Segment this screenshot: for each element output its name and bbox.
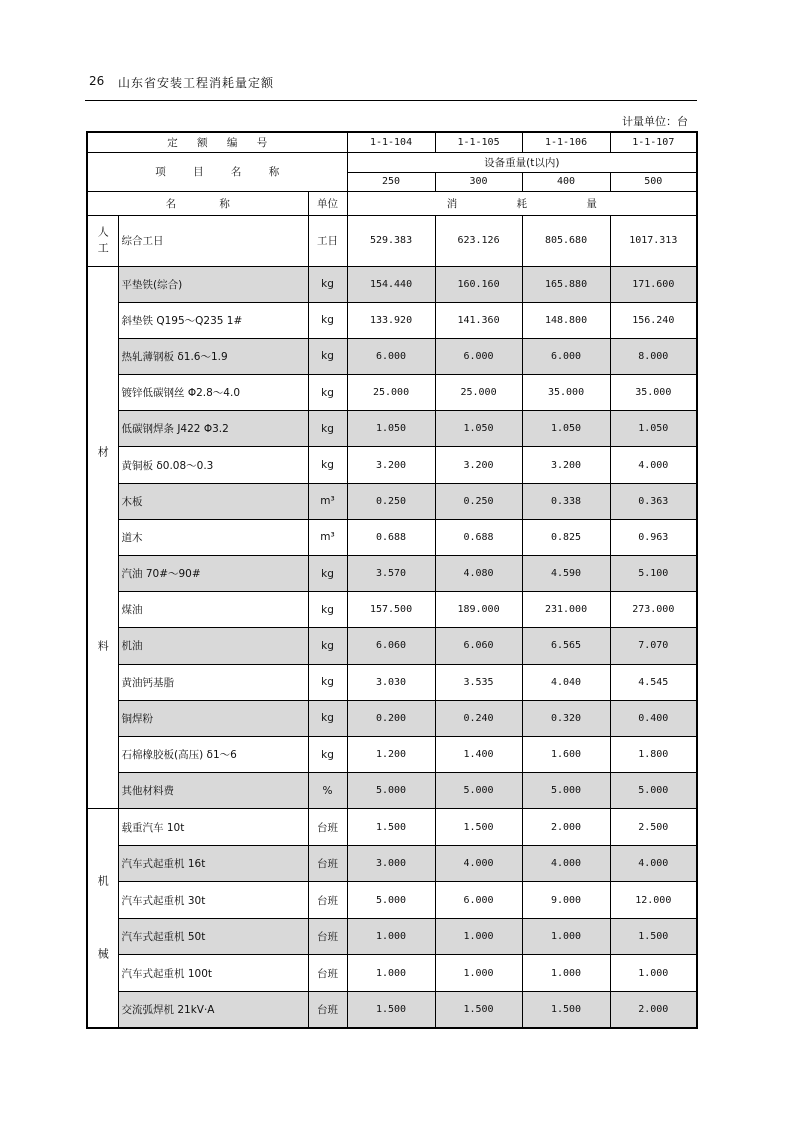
consumption-value: 273.000 — [610, 592, 697, 628]
item-unit: % — [308, 773, 347, 809]
item-name: 汽车式起重机 30t — [118, 882, 308, 919]
consumption-value: 157.500 — [347, 592, 435, 628]
consumption-value: 6.000 — [435, 338, 522, 374]
consumption-value: 165.880 — [522, 266, 610, 302]
consumption-value: 12.000 — [610, 882, 697, 919]
consumption-value: 4.080 — [435, 556, 522, 592]
item-unit: 台班 — [308, 845, 347, 882]
category-cell — [87, 215, 118, 266]
consumption-value: 0.363 — [610, 483, 697, 519]
table-row — [87, 302, 697, 338]
table-row — [87, 266, 697, 302]
item-name: 煤油 — [118, 592, 308, 628]
consumption-value: 2.000 — [522, 809, 610, 846]
item-name: 黄铜板 δ0.08～0.3 — [118, 447, 308, 483]
consumption-value: 0.338 — [522, 483, 610, 519]
item-unit: kg — [308, 266, 347, 302]
consumption-value: 0.320 — [522, 700, 610, 736]
table-row — [87, 628, 697, 664]
item-name: 道木 — [118, 519, 308, 555]
category-label: 机械 — [96, 874, 110, 1021]
page-number: 26 — [89, 74, 105, 88]
consumption-value: 1.000 — [435, 918, 522, 955]
consumption-value: 0.250 — [347, 483, 435, 519]
consumption-value: 171.600 — [610, 266, 697, 302]
table-row — [87, 375, 697, 411]
category-cell — [87, 809, 118, 1028]
consumption-value: 1.500 — [435, 809, 522, 846]
item-unit: kg — [308, 338, 347, 374]
consumption-value: 529.383 — [347, 215, 435, 266]
unit-note: 计量单位：台 — [622, 115, 688, 128]
table-row — [87, 882, 697, 919]
consumption-value: 1.000 — [347, 918, 435, 955]
item-label: 项 目 名 称 — [87, 152, 347, 191]
item-unit: kg — [308, 447, 347, 483]
consumption-value: 4.000 — [610, 447, 697, 483]
table-row — [87, 215, 697, 266]
consumption-value: 3.570 — [347, 556, 435, 592]
consumption-value: 5.000 — [347, 882, 435, 919]
consumption-value: 6.000 — [347, 338, 435, 374]
item-name: 其他材料费 — [118, 773, 308, 809]
item-name: 机油 — [118, 628, 308, 664]
consumption-value: 5.000 — [522, 773, 610, 809]
table-row — [87, 338, 697, 374]
consumption-value: 0.825 — [522, 519, 610, 555]
quota-table — [86, 131, 698, 1029]
consumption-value: 1.500 — [522, 991, 610, 1028]
consumption-value: 6.060 — [435, 628, 522, 664]
consumption-value: 1.500 — [347, 809, 435, 846]
consumption-value: 2.500 — [610, 809, 697, 846]
item-row — [87, 152, 697, 172]
consumption-value: 3.200 — [435, 447, 522, 483]
consumption-value: 0.250 — [435, 483, 522, 519]
param-value: 300 — [435, 172, 522, 191]
consumption-value: 189.000 — [435, 592, 522, 628]
item-unit: kg — [308, 736, 347, 772]
item-unit: kg — [308, 628, 347, 664]
quota-code: 1-1-107 — [610, 132, 697, 152]
item-unit: m³ — [308, 483, 347, 519]
item-name: 交流弧焊机 21kV·A — [118, 991, 308, 1028]
consumption-value: 25.000 — [347, 375, 435, 411]
consumption-value: 4.545 — [610, 664, 697, 700]
table-row — [87, 918, 697, 955]
table-body — [87, 215, 697, 1028]
item-name: 载重汽车 10t — [118, 809, 308, 846]
param-label: 设备重量(t以内) — [347, 152, 697, 172]
table-row — [87, 809, 697, 846]
table-row — [87, 955, 697, 992]
consumption-value: 4.000 — [522, 845, 610, 882]
table-row — [87, 773, 697, 809]
consumption-value: 6.060 — [347, 628, 435, 664]
quota-code: 1-1-105 — [435, 132, 522, 152]
category-cell — [87, 266, 118, 835]
consumption-value: 1.600 — [522, 736, 610, 772]
consumption-value: 0.200 — [347, 700, 435, 736]
consumption-value: 5.000 — [435, 773, 522, 809]
consumption-value: 6.000 — [522, 338, 610, 374]
consumption-value: 160.160 — [435, 266, 522, 302]
consumption-value: 231.000 — [522, 592, 610, 628]
consumption-value: 1.000 — [522, 918, 610, 955]
consumption-value: 3.535 — [435, 664, 522, 700]
consumption-value: 1.050 — [435, 411, 522, 447]
item-name: 汽油 70#～90# — [118, 556, 308, 592]
item-unit: kg — [308, 556, 347, 592]
consumption-value: 154.440 — [347, 266, 435, 302]
consumption-value: 148.800 — [522, 302, 610, 338]
quota-code: 1-1-104 — [347, 132, 435, 152]
item-name: 平垫铁(综合) — [118, 266, 308, 302]
consumption-value: 0.240 — [435, 700, 522, 736]
consumption-value: 5.100 — [610, 556, 697, 592]
table-row — [87, 991, 697, 1028]
consumption-value: 1.000 — [435, 955, 522, 992]
item-unit: kg — [308, 664, 347, 700]
item-name: 热轧薄钢板 δ1.6～1.9 — [118, 338, 308, 374]
consumption-value: 3.200 — [347, 447, 435, 483]
consumption-value: 5.000 — [347, 773, 435, 809]
consumption-value: 1.500 — [610, 918, 697, 955]
item-name: 斜垫铁 Q195～Q235 1# — [118, 302, 308, 338]
item-name: 镀锌低碳钢丝 Φ2.8～4.0 — [118, 375, 308, 411]
item-unit: kg — [308, 411, 347, 447]
item-name: 铜焊粉 — [118, 700, 308, 736]
consumption-value: 3.030 — [347, 664, 435, 700]
consumption-value: 9.000 — [522, 882, 610, 919]
consumption-value: 0.688 — [435, 519, 522, 555]
item-unit: 台班 — [308, 955, 347, 992]
consumption-value: 1017.313 — [610, 215, 697, 266]
item-name: 汽车式起重机 100t — [118, 955, 308, 992]
consumption-value: 0.963 — [610, 519, 697, 555]
consumption-value: 4.000 — [435, 845, 522, 882]
consumption-value: 805.680 — [522, 215, 610, 266]
quota-code: 1-1-106 — [522, 132, 610, 152]
item-unit: kg — [308, 375, 347, 411]
item-unit: 工日 — [308, 215, 347, 266]
param-value: 500 — [610, 172, 697, 191]
item-name: 汽车式起重机 50t — [118, 918, 308, 955]
consumption-value: 35.000 — [522, 375, 610, 411]
unit-header: 单位 — [308, 191, 347, 215]
param-value: 400 — [522, 172, 610, 191]
column-header-row — [87, 191, 697, 215]
consumption-value: 623.126 — [435, 215, 522, 266]
param-value: 250 — [347, 172, 435, 191]
item-name: 综合工日 — [118, 215, 308, 266]
consumption-value: 35.000 — [610, 375, 697, 411]
consumption-value: 1.500 — [435, 991, 522, 1028]
book-title: 山东省安装工程消耗量定额 — [118, 76, 275, 90]
consumption-value: 6.565 — [522, 628, 610, 664]
consumption-value: 7.070 — [610, 628, 697, 664]
item-unit: m³ — [308, 519, 347, 555]
category-label: 材料 — [96, 446, 110, 835]
item-unit: 台班 — [308, 918, 347, 955]
quota-label: 定 额 编 号 — [87, 132, 347, 152]
item-name: 汽车式起重机 16t — [118, 845, 308, 882]
consumption-value: 6.000 — [435, 882, 522, 919]
consumption-value: 3.000 — [347, 845, 435, 882]
quota-code-row — [87, 132, 697, 152]
consumption-value: 141.360 — [435, 302, 522, 338]
consumption-value: 1.000 — [522, 955, 610, 992]
item-name: 低碳钢焊条 J422 Φ3.2 — [118, 411, 308, 447]
consumption-value: 5.000 — [610, 773, 697, 809]
category-label: 人工 — [96, 225, 110, 258]
consumption-value: 4.040 — [522, 664, 610, 700]
consumption-value: 1.000 — [347, 955, 435, 992]
consumption-value: 1.050 — [522, 411, 610, 447]
consumption-value: 1.400 — [435, 736, 522, 772]
table-row — [87, 519, 697, 555]
table-row — [87, 700, 697, 736]
header-rule — [85, 100, 697, 101]
consumption-header: 消 耗 量 — [347, 191, 697, 215]
consumption-value: 156.240 — [610, 302, 697, 338]
table-row — [87, 447, 697, 483]
consumption-value: 8.000 — [610, 338, 697, 374]
item-unit: kg — [308, 302, 347, 338]
item-unit: kg — [308, 592, 347, 628]
consumption-value: 4.590 — [522, 556, 610, 592]
table-row — [87, 664, 697, 700]
item-unit: 台班 — [308, 809, 347, 846]
consumption-value: 1.000 — [610, 955, 697, 992]
consumption-value: 1.800 — [610, 736, 697, 772]
item-unit: 台班 — [308, 991, 347, 1028]
consumption-value: 4.000 — [610, 845, 697, 882]
table-row — [87, 736, 697, 772]
consumption-value: 2.000 — [610, 991, 697, 1028]
consumption-value: 1.200 — [347, 736, 435, 772]
item-unit: 台班 — [308, 882, 347, 919]
consumption-value: 3.200 — [522, 447, 610, 483]
table-row — [87, 411, 697, 447]
item-unit: kg — [308, 700, 347, 736]
consumption-value: 0.688 — [347, 519, 435, 555]
consumption-value: 1.500 — [347, 991, 435, 1028]
consumption-value: 1.050 — [347, 411, 435, 447]
consumption-value: 133.920 — [347, 302, 435, 338]
item-name: 木板 — [118, 483, 308, 519]
consumption-value: 1.050 — [610, 411, 697, 447]
item-name: 黄油钙基脂 — [118, 664, 308, 700]
table-row — [87, 556, 697, 592]
consumption-value: 0.400 — [610, 700, 697, 736]
item-name: 石棉橡胶板(高压) δ1～6 — [118, 736, 308, 772]
table-row — [87, 592, 697, 628]
consumption-value: 25.000 — [435, 375, 522, 411]
name-header: 名 称 — [87, 191, 308, 215]
table-row — [87, 845, 697, 882]
table-row — [87, 483, 697, 519]
